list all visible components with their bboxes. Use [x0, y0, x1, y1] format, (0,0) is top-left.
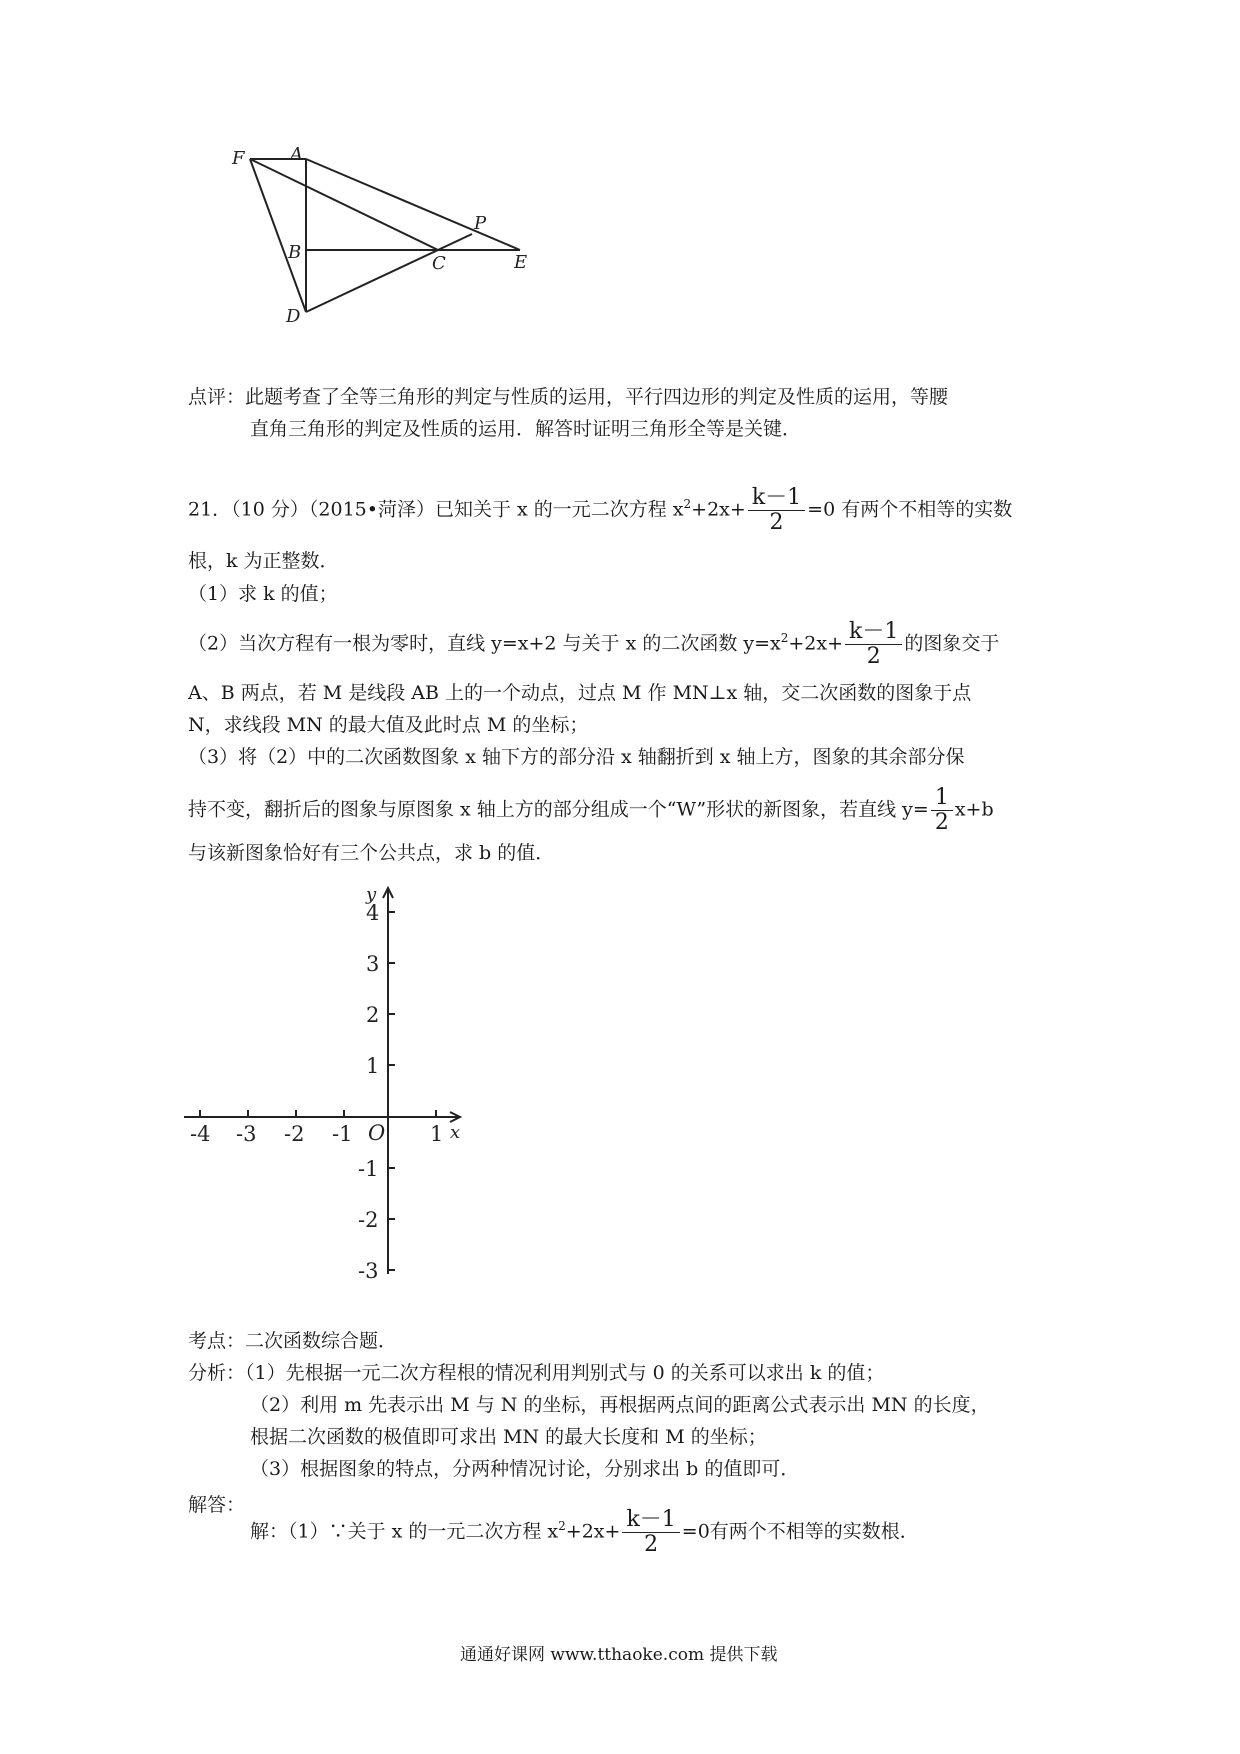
x-axis-label: x	[450, 1122, 461, 1143]
jieda-a: 解：（1）∵关于 x 的一元二次方程 x	[250, 1520, 559, 1543]
fraction	[748, 486, 805, 535]
fenxi-text1: （1）先根据一元二次方程根的情况利用判别式与 0 的关系可以求出 k 的值；	[245, 1362, 885, 1384]
y-tick-label: -2	[358, 1208, 379, 1232]
fenxi-line1	[188, 1360, 884, 1386]
coordinate-axes	[180, 880, 480, 1283]
exponent: 2	[558, 1519, 566, 1534]
ticks	[200, 912, 436, 1270]
y-axis-label: y	[366, 884, 377, 905]
fraction-numerator: k－1	[845, 620, 902, 645]
label-P: P	[474, 213, 487, 234]
page-footer: 通通好课网 www.tthaoke.com 提供下载	[460, 1645, 778, 1665]
y-tick-label: 3	[366, 952, 380, 976]
review-line2: 直角三角形的判定及性质的运用．解答时证明三角形全等是关键．	[250, 418, 802, 440]
problem21-part3-line3: 与该新图象恰好有三个公共点，求 b 的值．	[188, 842, 555, 864]
geometry-figure	[232, 144, 600, 370]
fenxi-line4: （3）根据图象的特点，分两种情况讨论，分别求出 b 的值即可．	[250, 1458, 800, 1480]
y-tick-label: 1	[366, 1054, 380, 1078]
part3-a: 持不变，翻折后的图象与原图象 x 轴上方的部分组成一个“W”形状的新图象，若直线 y=	[188, 798, 929, 821]
review-text1: 此题考查了全等三角形的判定与性质的运用，平行四边形的判定及性质的运用，等腰	[245, 386, 949, 408]
jieda-c: =0有两个不相等的实数根．	[681, 1520, 919, 1543]
y-tick-label: -3	[358, 1259, 379, 1283]
label-D: D	[286, 306, 301, 327]
problem21-line2: 根，k 为正整数．	[188, 550, 339, 572]
x-tick-label: -2	[284, 1122, 305, 1146]
fraction-denominator: 2	[769, 510, 784, 535]
problem21-part2-line3: N，求线段 MN 的最大值及此时点 M 的坐标；	[188, 714, 589, 736]
fraction	[622, 1508, 679, 1557]
problem21-head-b: +2x+	[691, 498, 746, 521]
problem21-part3-line2	[188, 786, 994, 835]
fenxi-label: 分析：	[188, 1362, 246, 1384]
review-line1	[188, 384, 948, 410]
part3-b: x+b	[954, 798, 994, 821]
x-tick-label: -4	[190, 1122, 211, 1146]
x-tick-label: -3	[236, 1122, 257, 1146]
y-tick-label: 2	[366, 1003, 380, 1027]
jieda-b: +2x+	[565, 1520, 621, 1543]
y-tick-label: -1	[358, 1157, 379, 1181]
label-B: B	[288, 242, 302, 263]
fenxi-line3: 根据二次函数的极值即可求出 MN 的最大长度和 M 的坐标；	[250, 1426, 767, 1448]
part2-a: （2）当次方程有一根为零时，直线 y=x+2 与关于 x 的二次函数 y=x	[188, 632, 781, 655]
fraction-denominator: 2	[866, 644, 881, 669]
x-tick-label: -1	[332, 1122, 353, 1146]
fenxi-line2: （2）利用 m 先表示出 M 与 N 的坐标，再根据两点间的距离公式表示出 MN 的长度，	[250, 1394, 990, 1416]
problem21-head-a: 21．（10 分）（2015•菏泽）已知关于 x 的一元二次方程 x	[188, 498, 684, 521]
fraction-numerator: k－1	[622, 1508, 679, 1533]
label-E: E	[514, 252, 528, 273]
label-A: A	[290, 144, 303, 165]
part2-c: 的图象交于	[904, 632, 1000, 655]
problem21-head-c: =0 有两个不相等的实数	[807, 498, 1013, 521]
problem21-part2-line2: A、B 两点，若 M 是线段 AB 上的一个动点，过点 M 作 MN⊥x 轴，交二次函数的图象于点	[188, 682, 972, 704]
problem21-heading	[188, 486, 1012, 535]
fraction	[845, 620, 902, 669]
problem21-part2-line1	[188, 620, 999, 669]
fraction	[931, 786, 953, 835]
kaodian-label: 考点：	[188, 1330, 246, 1352]
kaodian-line	[188, 1328, 397, 1354]
label-F: F	[232, 148, 245, 169]
exponent: 2	[780, 631, 789, 646]
segment-DP	[306, 234, 472, 312]
fraction-denominator: 2	[934, 810, 949, 835]
part2-b: +2x+	[788, 632, 844, 655]
problem21-part1: （1）求 k 的值；	[188, 583, 338, 605]
label-C: C	[432, 253, 446, 274]
segment-AE	[306, 159, 520, 250]
review-label: 点评：	[188, 386, 246, 408]
kaodian-text: 二次函数综合题．	[245, 1330, 398, 1352]
y-tick-label: 4	[366, 901, 380, 925]
fraction-numerator: 1	[931, 786, 953, 811]
jieda-line	[250, 1508, 919, 1557]
x-tick-label: 1	[430, 1122, 444, 1146]
fraction-denominator: 2	[644, 1532, 659, 1557]
jieda-label: 解答：	[188, 1494, 246, 1516]
fraction-numerator: k－1	[748, 486, 805, 511]
exponent: 2	[683, 497, 692, 512]
origin-label: O	[368, 1121, 386, 1145]
problem21-part3-line1: （3）将（2）中的二次函数图象 x 轴下方的部分沿 x 轴翻折到 x 轴上方，图象的其余部分保	[188, 746, 965, 768]
